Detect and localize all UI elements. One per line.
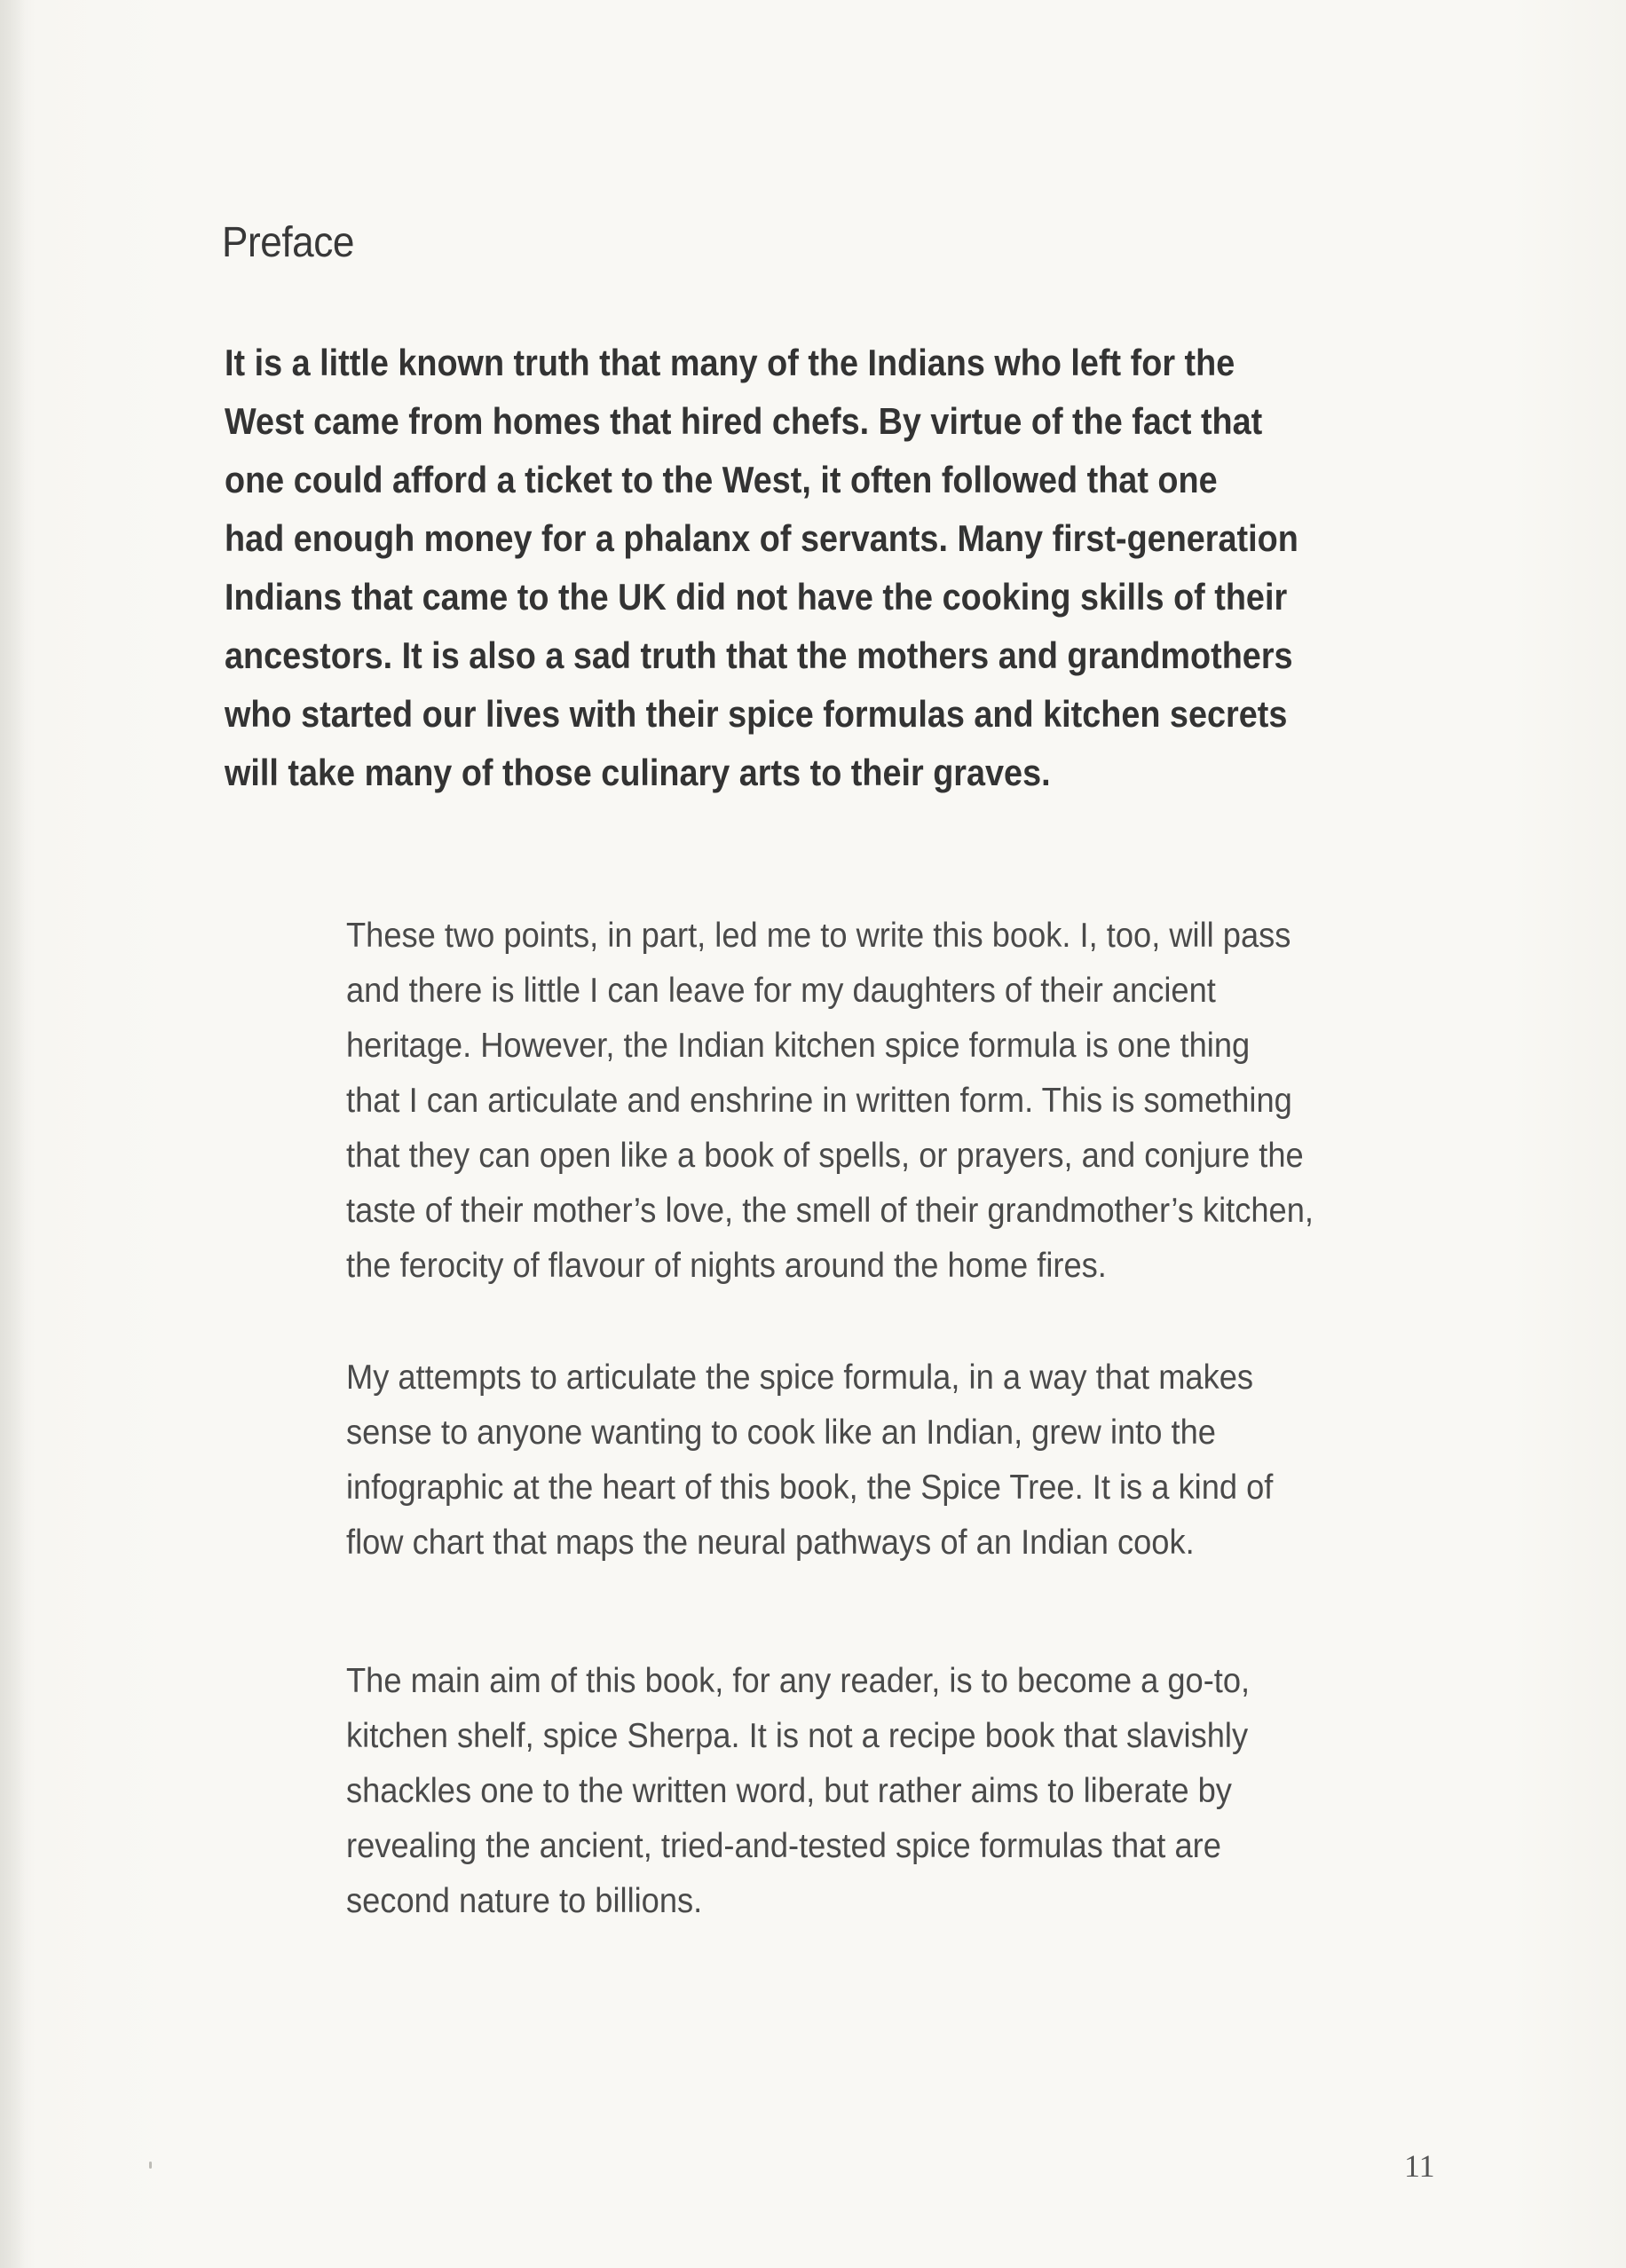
page-number: 11 <box>1404 2148 1435 2184</box>
body-line: My attempts to articulate the spice formula, in a way that makes <box>346 1358 1254 1397</box>
body-line: second nature to billions. <box>346 1882 703 1920</box>
body-paragraph-1 <box>346 909 1314 1294</box>
body-paragraph-2 <box>346 1351 1273 1571</box>
page-gutter-shadow <box>0 0 25 2268</box>
body-line: the ferocity of flavour of nights around the home fires. <box>346 1247 1107 1285</box>
body-line: revealing the ancient, tried-and-tested spice formulas that are <box>346 1827 1221 1865</box>
body-paragraph-3 <box>346 1654 1250 1929</box>
intro-paragraph <box>225 334 1359 802</box>
body-line: and there is little I can leave for my daughters of their ancient <box>346 972 1216 1010</box>
body-line: flow chart that maps the neural pathways of an Indian cook. <box>346 1524 1195 1562</box>
intro-line: West came from homes that hired chefs. By virtue of the fact that <box>225 400 1263 442</box>
intro-line: It is a little known truth that many of the Indians who left for the <box>225 342 1235 383</box>
body-line: that they can open like a book of spells, or prayers, and conjure the <box>346 1137 1304 1175</box>
body-line: shackles one to the written word, but rather aims to liberate by <box>346 1772 1232 1810</box>
body-line: kitchen shelf, spice Sherpa. It is not a recipe book that slavishly <box>346 1717 1249 1755</box>
body-line: The main aim of this book, for any reader, is to become a go-to, <box>346 1662 1251 1700</box>
page-title: Preface <box>222 219 354 266</box>
body-line: heritage. However, the Indian kitchen spice formula is one thing <box>346 1027 1251 1065</box>
paper-speck <box>149 2162 152 2169</box>
intro-line: ancestors. It is also a sad truth that the mothers and grandmothers <box>225 634 1293 676</box>
intro-line: Indians that came to the UK did not have the cooking skills of their <box>225 576 1288 618</box>
body-line: infographic at the heart of this book, the Spice Tree. It is a kind of <box>346 1469 1274 1507</box>
intro-line: had enough money for a phalanx of servants. Many first-generation <box>225 517 1298 559</box>
body-line: that I can articulate and enshrine in written form. This is something <box>346 1082 1292 1120</box>
body-line: sense to anyone wanting to cook like an Indian, grew into the <box>346 1414 1216 1452</box>
intro-line: will take many of those culinary arts to their graves. <box>225 752 1051 793</box>
body-line: These two points, in part, led me to write this book. I, too, will pass <box>346 917 1291 955</box>
intro-line: who started our lives with their spice formulas and kitchen secrets <box>225 693 1288 735</box>
body-line: taste of their mother’s love, the smell of their grandmother’s kitchen, <box>346 1192 1314 1230</box>
intro-line: one could afford a ticket to the West, it often followed that one <box>225 459 1218 500</box>
